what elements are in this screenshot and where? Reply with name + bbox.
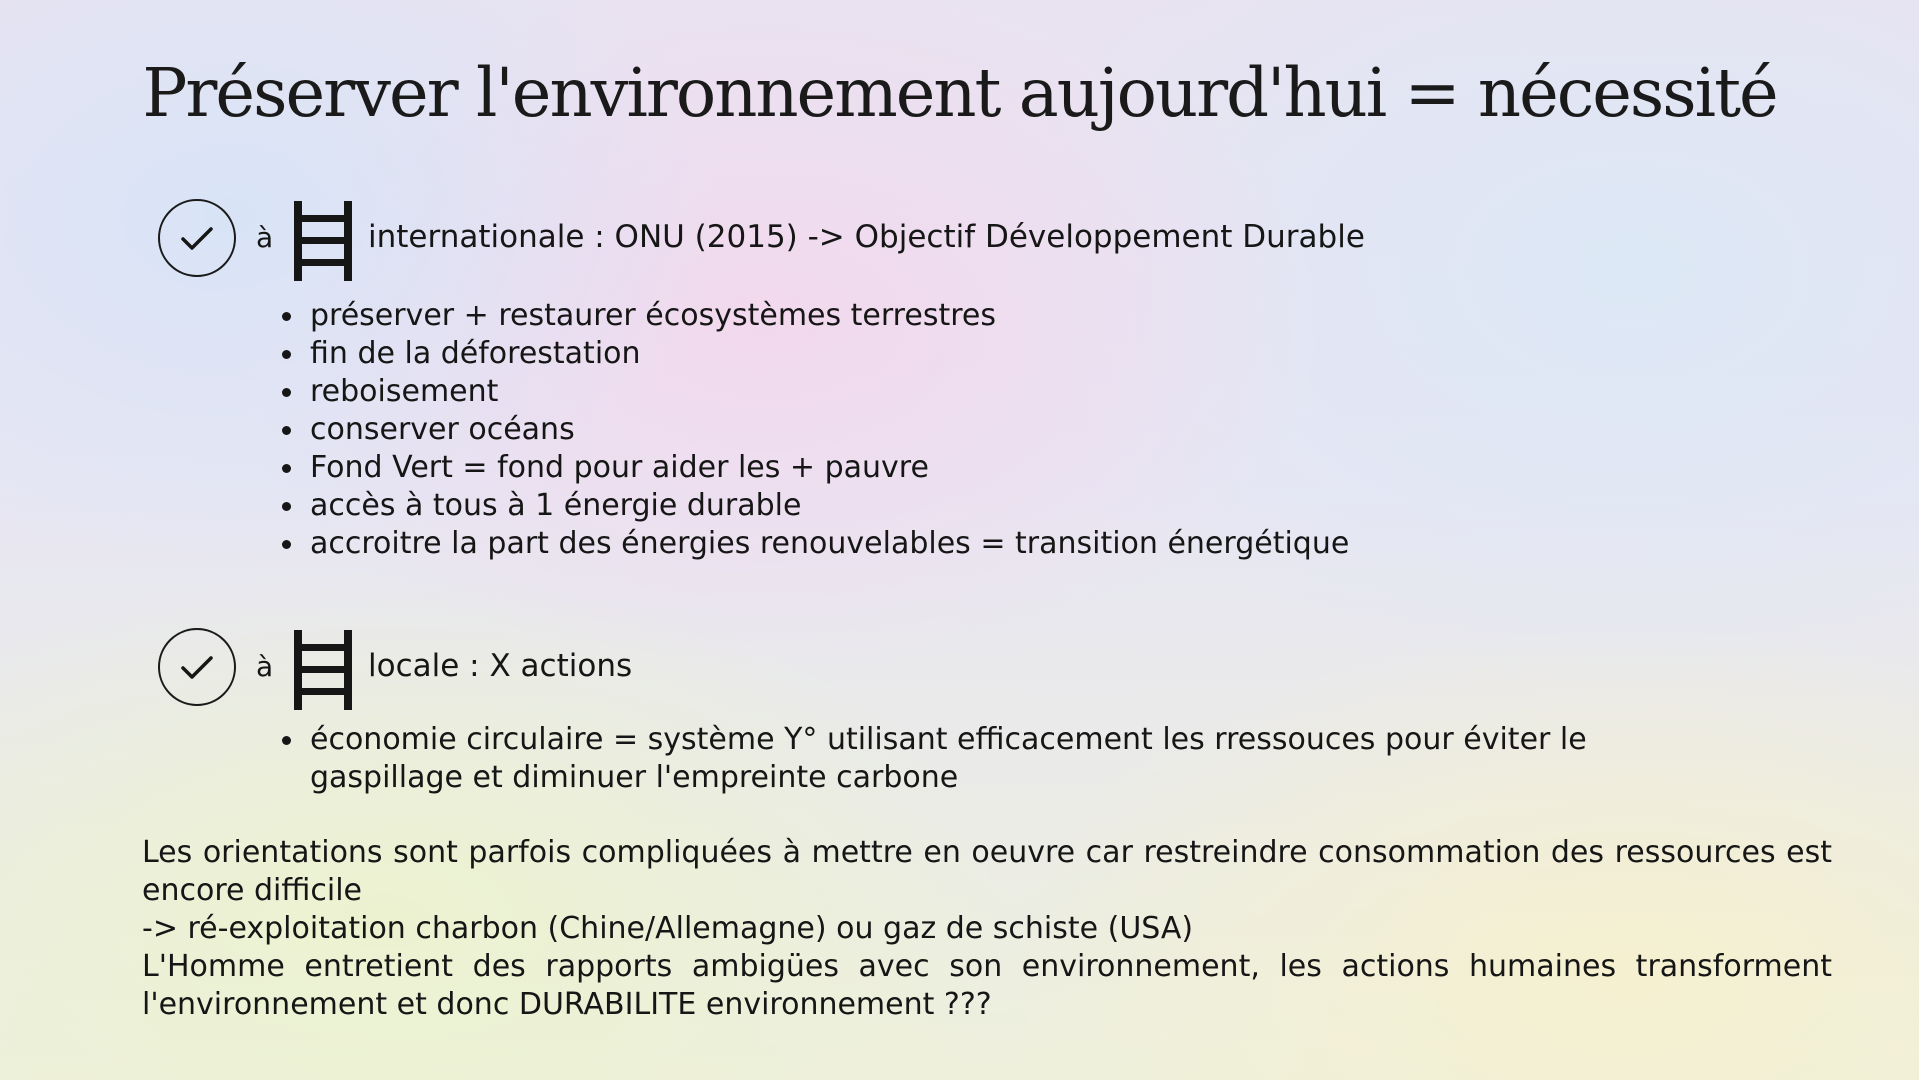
conclusion-paragraph-3: L'Homme entretient des rapports ambigües avec son environnement, les actions humaines transforment l'environnement et donc DURABILITE environnement ???	[142, 949, 1832, 1022]
list-item: accès à tous à 1 énergie durable	[280, 487, 1349, 525]
scale-prefix: à	[256, 650, 274, 683]
section-heading: locale : X actions	[368, 648, 633, 684]
list-item: préserver + restaurer écosystèmes terrestres	[280, 297, 1349, 335]
list-item: conserver océans	[280, 411, 1349, 449]
section-local	[158, 628, 1558, 710]
ladder-icon	[292, 201, 354, 285]
section-heading: internationale : ONU (2015) -> Objectif Développement Durable	[368, 219, 1365, 255]
conclusion-paragraph-2: -> ré-exploitation charbon (Chine/Allemagne) ou gaz de schiste (USA)	[142, 911, 1194, 946]
list-item: fin de la déforestation	[280, 335, 1349, 373]
page-title: Préserver l'environnement aujourd'hui = nécessité	[142, 54, 1777, 132]
international-goals-list	[280, 297, 1349, 563]
checkmark-icon	[158, 628, 236, 706]
list-item: économie circulaire = système Y° utilisant efficacement les rressouces pour éviter le gaspillage et diminuer l'empreinte carbone	[280, 721, 1600, 797]
checkmark-icon	[158, 199, 236, 277]
local-actions-list	[280, 721, 1600, 797]
list-item: accroitre la part des énergies renouvelables = transition énergétique	[280, 525, 1349, 563]
ladder-icon	[292, 630, 354, 714]
list-item: Fond Vert = fond pour aider les + pauvre	[280, 449, 1349, 487]
conclusion-paragraph-1: Les orientations sont parfois compliquées à mettre en oeuvre car restreindre consommation des ressources est encore difficile	[142, 835, 1832, 908]
list-item: reboisement	[280, 373, 1349, 411]
scale-prefix: à	[256, 221, 274, 254]
section-international	[158, 199, 1558, 281]
